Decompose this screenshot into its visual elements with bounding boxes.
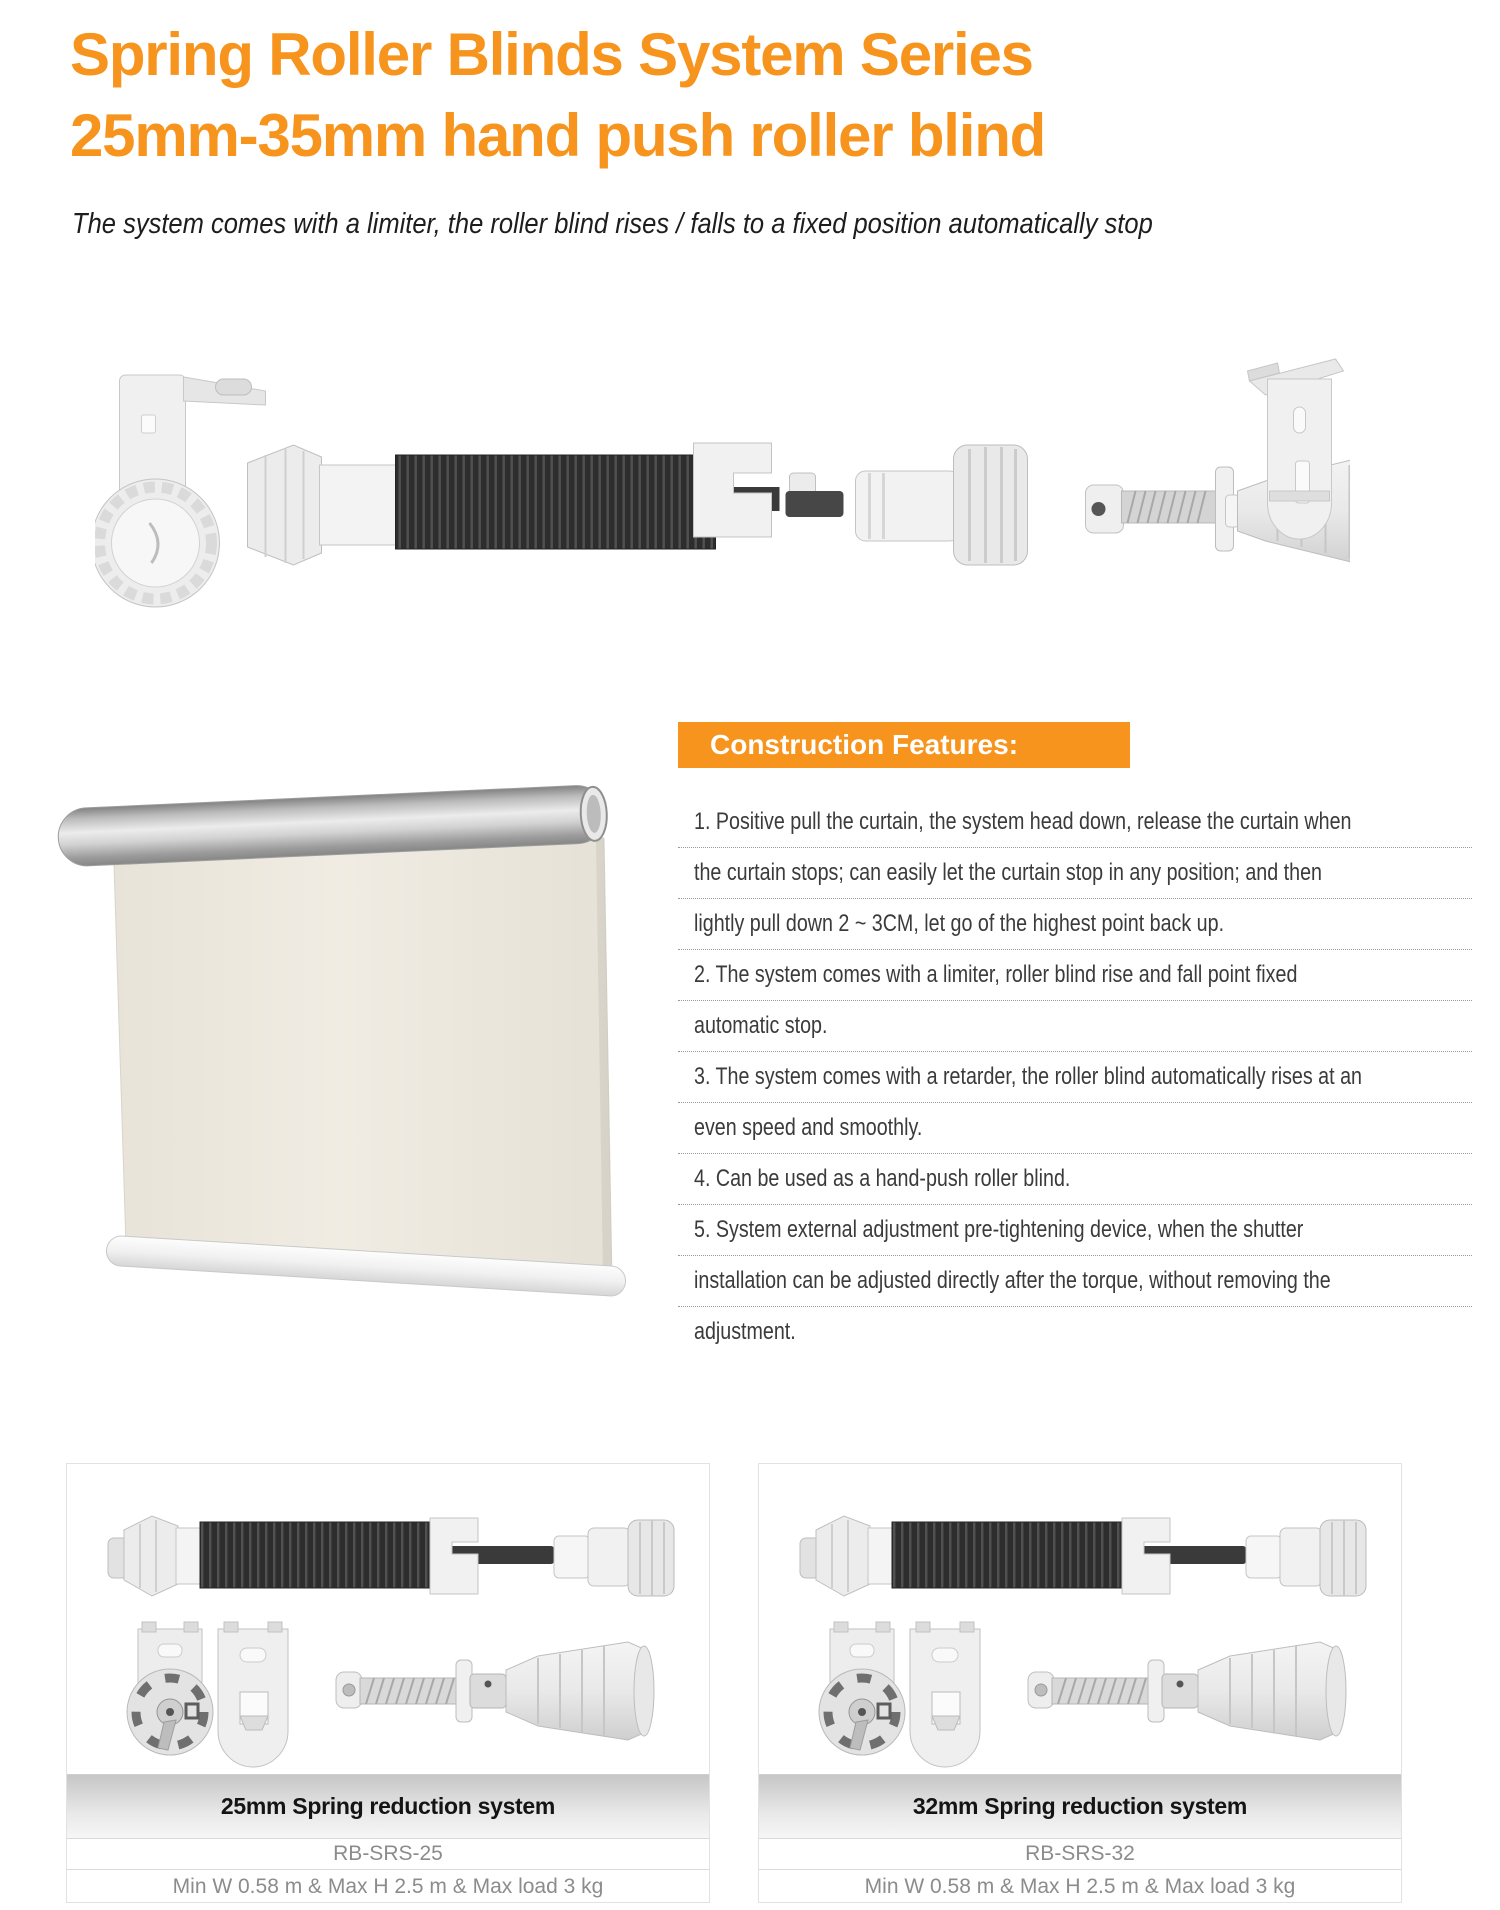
page-title (70, 14, 1045, 176)
product-name: 32mm Spring reduction system (759, 1774, 1401, 1838)
page-subtitle-text: The system comes with a limiter, the roller blind rises / falls to a fixed position automatically stop (72, 208, 1153, 240)
feature-line: 2. The system comes with a limiter, roller blind rise and fall point fixed (678, 950, 1472, 1001)
page-subtitle (72, 208, 1472, 241)
feature-line: the curtain stops; can easily let the curtain stop in any position; and then (678, 848, 1472, 899)
exploded-mechanism-image (95, 295, 1350, 615)
spring-kit-image (759, 1464, 1401, 1774)
feature-line: lightly pull down 2 ~ 3CM, let go of the highest point back up. (678, 899, 1472, 950)
product-specs: Min W 0.58 m & Max H 2.5 m & Max load 3 kg (759, 1869, 1401, 1903)
spring-kit-image (67, 1464, 709, 1774)
roller-blind-image (48, 768, 648, 1328)
feature-line: adjustment. (694, 1318, 796, 1345)
feature-line: even speed and smoothly. (678, 1103, 1472, 1154)
product-card-32mm (758, 1463, 1402, 1903)
product-name: 25mm Spring reduction system (67, 1774, 709, 1838)
product-card-25mm (66, 1463, 710, 1903)
features-heading: Construction Features: (710, 729, 1019, 760)
features-list (678, 797, 1472, 1357)
feature-line: 5. System external adjustment pre-tightening device, when the shutter (678, 1205, 1472, 1256)
product-model: RB-SRS-25 (67, 1838, 709, 1869)
feature-line: 4. Can be used as a hand-push roller blind. (678, 1154, 1472, 1205)
product-model: RB-SRS-32 (759, 1838, 1401, 1869)
features-heading-banner (678, 722, 1130, 768)
feature-line: automatic stop. (678, 1001, 1472, 1052)
page-title-line2: 25mm-35mm hand push roller blind (70, 102, 1046, 169)
feature-line: 1. Positive pull the curtain, the system head down, release the curtain when (678, 797, 1472, 848)
feature-line: 3. The system comes with a retarder, the roller blind automatically rises at an (678, 1052, 1472, 1103)
page-title-line1: Spring Roller Blinds System Series (70, 21, 1033, 88)
product-specs: Min W 0.58 m & Max H 2.5 m & Max load 3 kg (67, 1869, 709, 1903)
feature-line: installation can be adjusted directly after the torque, without removing the (678, 1256, 1472, 1307)
